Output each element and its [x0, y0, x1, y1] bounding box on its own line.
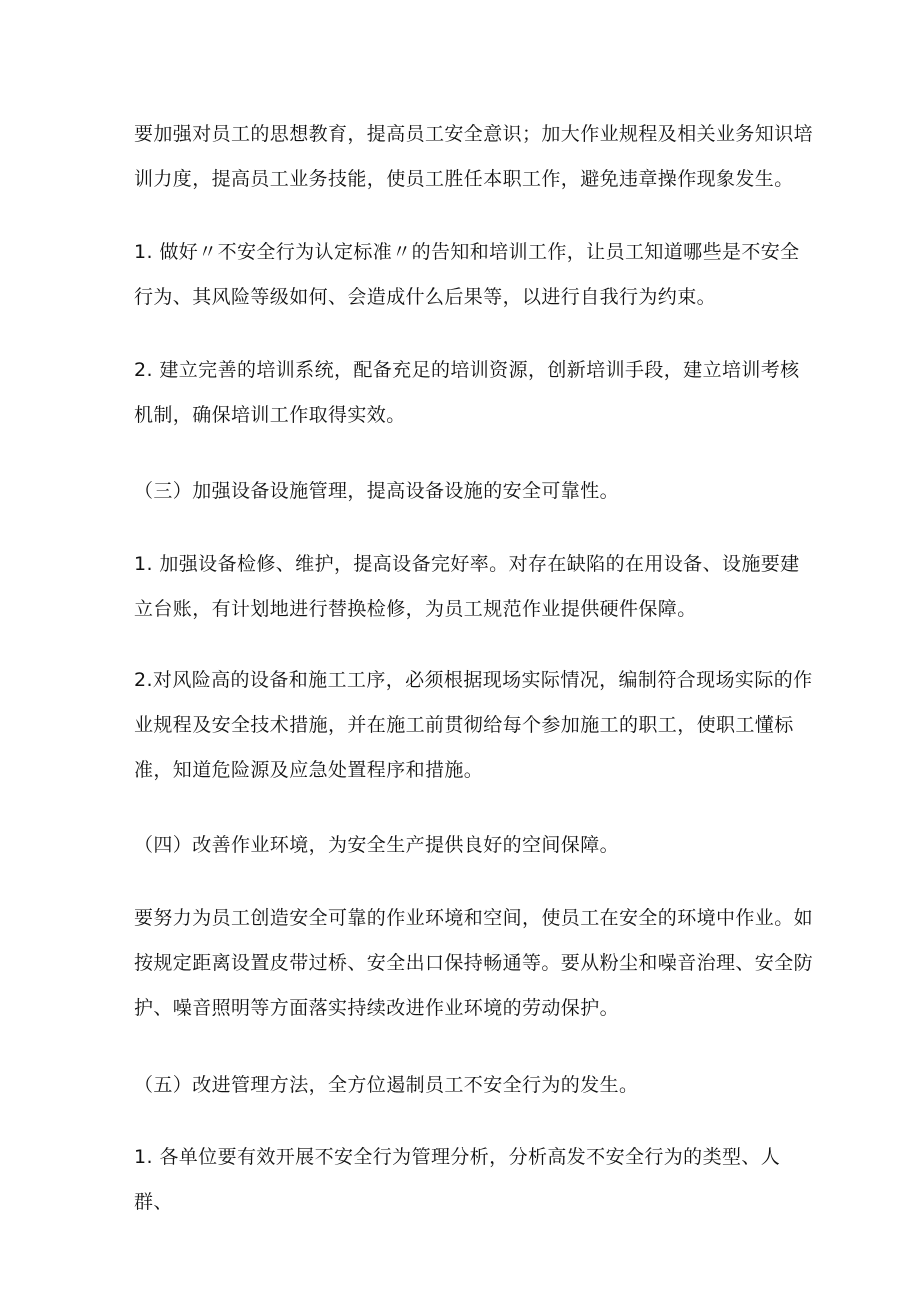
paragraph-item-1-standards: 1. 做好〃不安全行为认定标准〃的告知和培训工作，让员工知道哪些是不安全行为、其风险等级如何、会造成什么后果等，以进行自我行为约束。 — [134, 241, 800, 308]
paragraph-environment: 要努力为员工创造安全可靠的作业环境和空间，使员工在安全的环境中作业。如按规定距离设置皮带过桥、安全出口保持畅通等。要从粉尘和噪音治理、安全防护、噪音照明等方面落实持续改进作业环境的劳动保护。 — [134, 907, 814, 1019]
paragraph-item-1-equipment: 1. 加强设备检修、维护，提高设备完好率。对存在缺陷的在用设备、设施要建立台账，有计划地进行替换检修，为员工规范作业提供硬件保障。 — [134, 553, 800, 620]
section-heading-4: （四）改善作业环境，为安全生产提供良好的空间保障。 — [134, 834, 620, 856]
paragraph-thought-education: 要加强对员工的思想教育，提高员工安全意识；加大作业规程及相关业务知识培训力度，提高员工业务技能，使员工胜任本职工作，避免违章操作现象发生。 — [134, 123, 814, 190]
section-heading-5: （五）改进管理方法，全方位遏制员工不安全行为的发生。 — [134, 1074, 639, 1096]
paragraph-item-2-high-risk: 2.对风险高的设备和施工工序，必须根据现场实际情况，编制符合现场实际的作业规程及安全技术措施，并在施工前贯彻给每个参加施工的职工，使职工懂标准，知道危险源及应急处置程序和措施。 — [134, 669, 813, 781]
paragraph-item-2-training-system: 2. 建立完善的培训系统，配备充足的培训资源，创新培训手段，建立培训考核机制，确保培训工作取得实效。 — [134, 359, 800, 426]
paragraph-item-1-analysis: 1. 各单位要有效开展不安全行为管理分析，分析高发不安全行为的类型、人群、 — [134, 1146, 781, 1213]
section-heading-3: （三）加强设备设施管理，提高设备设施的安全可靠性。 — [134, 480, 620, 502]
